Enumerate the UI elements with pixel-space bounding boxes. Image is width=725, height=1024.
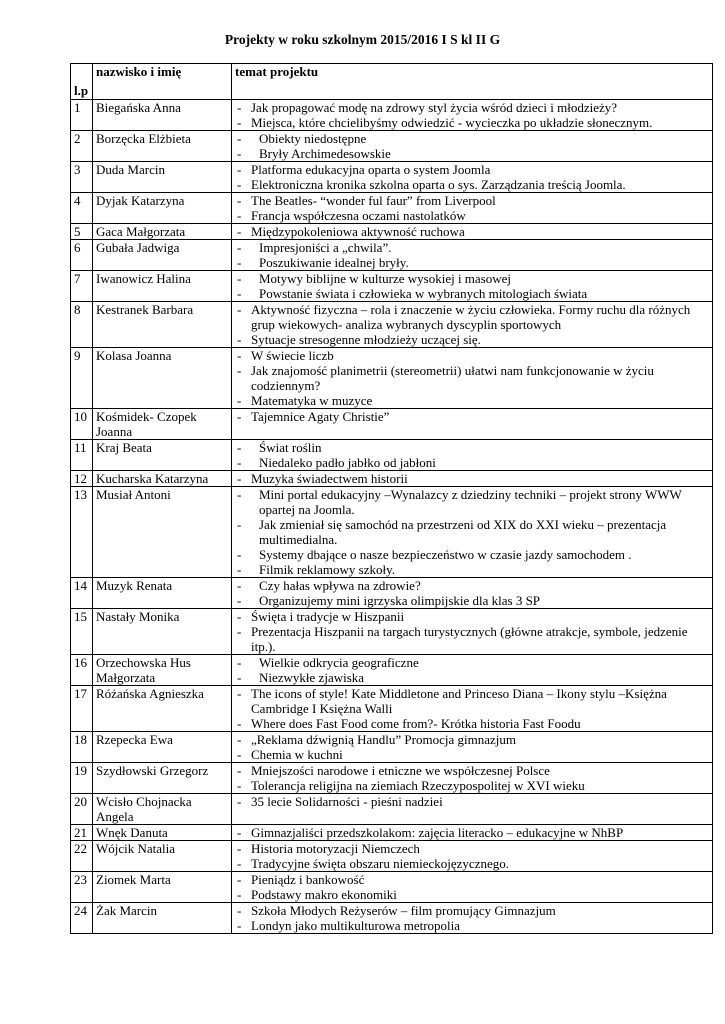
topic-item: - Francja współczesna oczami nastolatków <box>235 208 709 223</box>
topic-item: - Organizujemy mini igrzyska olimpijskie dla klas 3 SP <box>235 593 709 608</box>
topic-item: - Obiekty niedostępne <box>235 131 709 146</box>
topic-item: - Tradycyjne święta obszaru niemieckojęzycznego. <box>235 856 709 871</box>
topic-item: - Mini portal edukacyjny –Wynalazcy z dziedziny techniki – projekt strony WWW opartej na Joomla. <box>235 487 709 517</box>
topic-item: - Londyn jako multikulturowa metropolia <box>235 918 709 933</box>
table-row <box>71 903 713 934</box>
row-topics <box>232 302 713 348</box>
row-topics <box>232 409 713 440</box>
topic-list <box>235 240 709 270</box>
row-number: 1 <box>71 100 93 131</box>
row-topics <box>232 100 713 131</box>
row-name: Orzechowska Hus Małgorzata <box>93 655 232 686</box>
topic-list <box>235 686 709 731</box>
row-topics <box>232 655 713 686</box>
row-topics <box>232 578 713 609</box>
topic-item: - Jak zmieniał się samochód na przestrzeni od XIX do XXI wieku – prezentacja multimedialna. <box>235 517 709 547</box>
topic-list <box>235 131 709 161</box>
row-topics <box>232 609 713 655</box>
table-row <box>71 302 713 348</box>
row-name: Biegańska Anna <box>93 100 232 131</box>
row-topics <box>232 763 713 794</box>
row-name: Dyjak Katarzyna <box>93 193 232 224</box>
header-name: nazwisko i imię <box>93 64 232 100</box>
row-number: 12 <box>71 471 93 487</box>
header-topic: temat projektu <box>232 64 713 100</box>
row-topics <box>232 224 713 240</box>
row-name: Muzyk Renata <box>93 578 232 609</box>
row-topics <box>232 440 713 471</box>
row-name: Ziomek Marta <box>93 872 232 903</box>
topic-list <box>235 578 709 608</box>
topic-list <box>235 841 709 871</box>
row-topics <box>232 825 713 841</box>
topic-list <box>235 348 709 408</box>
topic-list <box>235 100 709 130</box>
row-topics <box>232 193 713 224</box>
table-row <box>71 763 713 794</box>
row-name: Gaca Małgorzata <box>93 224 232 240</box>
topic-item: - Filmik reklamowy szkoły. <box>235 562 709 577</box>
row-number: 21 <box>71 825 93 841</box>
topic-item: - Chemia w kuchni <box>235 747 709 762</box>
topic-item: - Poszukiwanie idealnej bryły. <box>235 255 709 270</box>
topic-item: - Pieniądz i bankowość <box>235 872 709 887</box>
row-number: 9 <box>71 348 93 409</box>
row-topics <box>232 732 713 763</box>
table-row <box>71 271 713 302</box>
row-number: 13 <box>71 487 93 578</box>
row-number: 2 <box>71 131 93 162</box>
row-topics <box>232 794 713 825</box>
row-number: 7 <box>71 271 93 302</box>
row-topics <box>232 872 713 903</box>
row-name: Kucharska Katarzyna <box>93 471 232 487</box>
row-name: Nastały Monika <box>93 609 232 655</box>
topic-item: - Miejsca, które chcielibyśmy odwiedzić - wycieczka po układzie słonecznym. <box>235 115 709 130</box>
topic-item: - W świecie liczb <box>235 348 709 363</box>
topic-list <box>235 487 709 577</box>
topic-item: - Święta i tradycje w Hiszpanii <box>235 609 709 624</box>
topic-item: - Aktywność fizyczna – rola i znaczenie w życiu człowieka. Formy ruchu dla różnych grup wiekowych- analiza wybranych dyscyplin sportowych <box>235 302 709 332</box>
topic-item: - Where does Fast Food come from?- Krótka historia Fast Foodu <box>235 716 709 731</box>
table-row <box>71 825 713 841</box>
row-name: Duda Marcin <box>93 162 232 193</box>
table-header-row <box>71 64 713 100</box>
table-body <box>71 100 713 934</box>
row-name: Żak Marcin <box>93 903 232 934</box>
row-name: Wójcik Natalia <box>93 841 232 872</box>
row-name: Kolasa Joanna <box>93 348 232 409</box>
table-row <box>71 224 713 240</box>
topic-item: - Wielkie odkrycia geograficzne <box>235 655 709 670</box>
topic-item: - Tolerancja religijna na ziemiach Rzeczypospolitej w XVI wieku <box>235 778 709 793</box>
topic-item: - Świat roślin <box>235 440 709 455</box>
row-number: 4 <box>71 193 93 224</box>
row-number: 17 <box>71 686 93 732</box>
row-topics <box>232 903 713 934</box>
row-number: 14 <box>71 578 93 609</box>
topic-item: - 35 lecie Solidarności - pieśni nadziei <box>235 794 709 809</box>
row-number: 16 <box>71 655 93 686</box>
table-row <box>71 409 713 440</box>
row-topics <box>232 240 713 271</box>
table-row <box>71 872 713 903</box>
topic-item: - Czy hałas wpływa na zdrowie? <box>235 578 709 593</box>
table-row <box>71 471 713 487</box>
row-number: 5 <box>71 224 93 240</box>
topic-item: - Platforma edukacyjna oparta o system Joomla <box>235 162 709 177</box>
table-row <box>71 162 713 193</box>
row-number: 19 <box>71 763 93 794</box>
topic-list <box>235 271 709 301</box>
table-row <box>71 732 713 763</box>
table-row <box>71 440 713 471</box>
topic-list <box>235 224 709 239</box>
table-row <box>71 240 713 271</box>
topic-item: - Muzyka świadectwem historii <box>235 471 709 486</box>
topic-item: - Powstanie świata i człowieka w wybranych mitologiach świata <box>235 286 709 301</box>
table-row <box>71 609 713 655</box>
table-row <box>71 487 713 578</box>
table-row <box>71 655 713 686</box>
row-number: 3 <box>71 162 93 193</box>
topic-item: - Międzypokoleniowa aktywność ruchowa <box>235 224 709 239</box>
topic-item: - Niedaleko padło jabłko od jabłoni <box>235 455 709 470</box>
topic-item: - Motywy biblijne w kulturze wysokiej i masowej <box>235 271 709 286</box>
row-topics <box>232 487 713 578</box>
topic-item: - Matematyka w muzyce <box>235 393 709 408</box>
topic-item: - Jak znajomość planimetrii (stereometrii) ułatwi nam funkcjonowanie w życiu codziennym? <box>235 363 709 393</box>
topic-item: - Elektroniczna kronika szkolna oparta o sys. Zarządzania treścią Joomla. <box>235 177 709 192</box>
topic-item: - Sytuacje stresogenne młodzieży uczącej się. <box>235 332 709 347</box>
row-name: Kraj Beata <box>93 440 232 471</box>
row-number: 22 <box>71 841 93 872</box>
topic-list <box>235 162 709 192</box>
table-row <box>71 100 713 131</box>
topic-item: - Tajemnice Agaty Christie” <box>235 409 709 424</box>
topic-item: - Bryły Archimedesowskie <box>235 146 709 161</box>
topic-item: - Szkoła Młodych Reżyserów – film promujący Gimnazjum <box>235 903 709 918</box>
row-number: 11 <box>71 440 93 471</box>
row-name: Musiał Antoni <box>93 487 232 578</box>
topic-item: - Systemy dbające o nasze bezpieczeństwo w czasie jazdy samochodem . <box>235 547 709 562</box>
row-number: 15 <box>71 609 93 655</box>
topic-item: - Historia motoryzacji Niemczech <box>235 841 709 856</box>
topic-list <box>235 609 709 654</box>
topic-item: - Podstawy makro ekonomiki <box>235 887 709 902</box>
row-topics <box>232 131 713 162</box>
row-name: Szydłowski Grzegorz <box>93 763 232 794</box>
table-row <box>71 131 713 162</box>
row-name: Kośmidek- Czopek Joanna <box>93 409 232 440</box>
row-name: Rzepecka Ewa <box>93 732 232 763</box>
topic-list <box>235 440 709 470</box>
table-row <box>71 193 713 224</box>
row-topics <box>232 348 713 409</box>
table-row <box>71 686 713 732</box>
row-number: 18 <box>71 732 93 763</box>
topic-item: - The icons of style! Kate Middletone and Princeso Diana – Ikony stylu –Księżna Cambridge I Księżna Walli <box>235 686 709 716</box>
row-topics <box>232 686 713 732</box>
header-lp: l.p <box>71 64 93 100</box>
table-row <box>71 578 713 609</box>
row-number: 6 <box>71 240 93 271</box>
row-name: Wnęk Danuta <box>93 825 232 841</box>
topic-list <box>235 302 709 347</box>
row-name: Borzęcka Elżbieta <box>93 131 232 162</box>
topic-list <box>235 409 709 424</box>
topic-item: - Niezwykłe zjawiska <box>235 670 709 685</box>
topic-list <box>235 872 709 902</box>
topic-list <box>235 655 709 685</box>
topic-list <box>235 193 709 223</box>
row-number: 8 <box>71 302 93 348</box>
row-topics <box>232 162 713 193</box>
table-row <box>71 348 713 409</box>
row-name: Kestranek Barbara <box>93 302 232 348</box>
topic-item: - Prezentacja Hiszpanii na targach turystycznych (główne atrakcje, symbole, jedzenie itp.). <box>235 624 709 654</box>
page-title: Projekty w roku szkolnym 2015/2016 I S kl II G <box>224 32 501 47</box>
topic-item: - Mniejszości narodowe i etniczne we współczesnej Polsce <box>235 763 709 778</box>
table-row <box>71 794 713 825</box>
topic-item: - Impresjoniści a „chwila”. <box>235 240 709 255</box>
row-name: Gubała Jadwiga <box>93 240 232 271</box>
table-row <box>71 841 713 872</box>
topic-list <box>235 903 709 933</box>
row-number: 23 <box>71 872 93 903</box>
topic-list <box>235 763 709 793</box>
topic-item: - The Beatles- “wonder ful faur” from Liverpool <box>235 193 709 208</box>
row-name: Różańska Agnieszka <box>93 686 232 732</box>
topic-item: - Gimnazjaliści przedszkolakom: zajęcia literacko – edukacyjne w NhBP <box>235 825 709 840</box>
row-number: 10 <box>71 409 93 440</box>
row-name: Iwanowicz Halina <box>93 271 232 302</box>
row-name: Wcisło Chojnacka Angela <box>93 794 232 825</box>
topic-item: - „Reklama dźwignią Handlu” Promocja gimnazjum <box>235 732 709 747</box>
topic-list <box>235 825 709 840</box>
row-number: 24 <box>71 903 93 934</box>
row-topics <box>232 471 713 487</box>
row-number: 20 <box>71 794 93 825</box>
row-topics <box>232 841 713 872</box>
topic-list <box>235 471 709 486</box>
topic-item: - Jak propagować modę na zdrowy styl życia wśród dzieci i młodzieży? <box>235 100 709 115</box>
topic-list <box>235 732 709 762</box>
projects-table <box>70 63 713 934</box>
row-topics <box>232 271 713 302</box>
topic-list <box>235 794 709 809</box>
